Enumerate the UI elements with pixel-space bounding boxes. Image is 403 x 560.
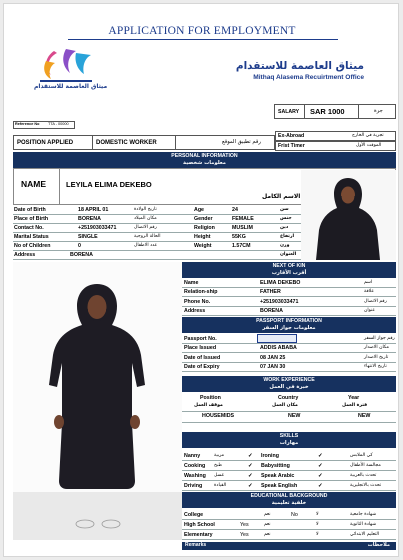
passport-no-highlight — [257, 334, 297, 343]
field-label-arabic: سن — [280, 207, 289, 212]
reference-value: TTA - 00000 — [48, 122, 69, 126]
education-label-arabic: شهادة الثانوية — [350, 522, 377, 527]
field-label-arabic: رقم الاتصال — [134, 225, 157, 230]
education-no-arabic: لا — [316, 522, 319, 527]
salary-label: SALARY — [278, 109, 300, 115]
field-label: Date of Birth — [14, 207, 46, 213]
skill-label: Speak English — [261, 483, 298, 489]
education-label: Elementary — [184, 532, 213, 538]
check-icon: ✓ — [318, 473, 323, 479]
full-body-image — [13, 262, 182, 540]
field-label: Religion — [194, 225, 215, 231]
field-value: MUSLIM — [232, 225, 253, 231]
page-title: APPLICATION FOR EMPLOYMENT — [108, 25, 296, 37]
field-label: No of Children — [14, 243, 51, 249]
next-of-kin-title-arabic: أقرب الأقارب — [271, 269, 307, 276]
first-timer-label: Frist Timer — [278, 143, 305, 149]
check-icon: ✓ — [248, 473, 253, 479]
field-label-arabic: وزن — [280, 243, 290, 248]
position-label: POSITION APPLIED — [17, 140, 74, 146]
education-label: High School — [184, 522, 215, 528]
info-value: 08 JAN 25 — [260, 354, 286, 361]
work-experience-title-arabic: خبرة في العمل — [269, 383, 309, 390]
company-name — [204, 60, 364, 81]
ex-abroad-arabic: تجربة في الخارج — [352, 133, 384, 138]
education-title: EDUCATIONAL BACKGROUND — [250, 493, 328, 499]
skill-label-arabic: مجالسة الأطفال — [350, 463, 381, 468]
next-of-kin-header — [182, 262, 396, 278]
skill-label: Nanny — [184, 453, 201, 459]
field-label-arabic: الحالة الزوجية — [134, 234, 161, 239]
skill-label: Speak Arabic — [261, 473, 295, 479]
education-title-arabic: خلفية تعليمية — [271, 499, 307, 506]
work-experience-title: WORK EXPERIENCE — [263, 377, 315, 383]
info-label: Date of Issued — [184, 354, 221, 361]
portrait-photo — [301, 170, 396, 260]
field-value: BORENA — [70, 252, 93, 258]
skill-label-arabic: القيادة — [214, 483, 227, 488]
skill-label-arabic: تحدث بالانجليزية — [350, 483, 382, 488]
remarks-bar — [182, 542, 396, 550]
education-label-arabic: التعليم الابتدائي — [350, 532, 380, 537]
ex-abroad-label: Ex-Abroad — [278, 133, 305, 139]
check-icon: ✓ — [248, 453, 253, 459]
reference-label: Reference No — [15, 122, 40, 126]
work-divider — [182, 411, 396, 412]
check-icon: ✓ — [318, 463, 323, 469]
field-label-arabic: تاريخ الولادة — [134, 207, 157, 212]
remarks-label-arabic: ملاحظات — [367, 542, 390, 548]
info-label: Place Issued — [184, 345, 217, 351]
education-yes-arabic: نعم — [264, 532, 271, 537]
work-cell: HOUSEMIDS — [202, 413, 235, 419]
info-label-arabic: رقم جواز السفر — [364, 335, 395, 341]
field-value: 24 — [232, 207, 238, 213]
field-label: Marital Status — [14, 234, 49, 240]
next-of-kin-title: NEXT OF KIN — [272, 263, 306, 269]
field-value: 1.57CM — [232, 243, 251, 249]
full-name: LEYILA ELIMA DEKEBO — [66, 180, 152, 189]
info-value: ELIMA DEKEBO — [260, 279, 301, 286]
salary-value: SAR 1000 — [310, 107, 345, 116]
education-header — [182, 492, 396, 508]
info-label-arabic: اسم — [364, 279, 373, 285]
education-yes: Yes — [240, 532, 249, 538]
skill-label: Babysitting — [261, 463, 290, 469]
education-yes-arabic: نعم — [264, 512, 271, 517]
full-body-photo — [13, 262, 182, 540]
field-label-arabic: دين — [280, 225, 289, 230]
company-logo — [26, 47, 106, 105]
position-value: DOMESTIC WORKER — [96, 140, 157, 146]
education-yes: Yes — [240, 522, 249, 528]
check-icon: ✓ — [318, 483, 323, 489]
work-column-header: Year — [348, 395, 360, 401]
remarks-label: Remarks — [185, 542, 207, 548]
field-label: Age — [194, 207, 205, 213]
info-label: Address — [184, 308, 206, 314]
info-label-arabic: علاقة — [364, 289, 375, 294]
field-label-arabic: مكان الميلاد — [134, 216, 157, 221]
check-icon: ✓ — [248, 463, 253, 469]
work-column-header-arabic: فترة العمل — [342, 403, 368, 408]
work-column-header: Country — [278, 395, 299, 401]
field-value: SINGLE — [78, 234, 98, 240]
personal-info-header — [13, 152, 396, 168]
education-yes-arabic: نعم — [264, 522, 271, 527]
skills-title-arabic: مهارات — [279, 439, 299, 446]
skill-label: Washing — [184, 473, 206, 479]
skill-label-arabic: مربية — [214, 453, 225, 458]
info-label: Name — [184, 279, 199, 286]
logo-text: ميثاق العاصمة للاستقدام — [34, 83, 108, 90]
field-label-arabic: جنس — [280, 216, 292, 221]
position-label-arabic: رقم تطبيق الموقع — [222, 139, 261, 145]
personal-info-title: PERSONAL INFORMATION — [171, 153, 238, 159]
field-value: +251903033471 — [78, 225, 117, 231]
field-value: 55KG — [232, 234, 246, 240]
field-label-arabic: عدد الاطفال — [134, 243, 158, 248]
name-label: NAME — [21, 179, 47, 189]
skill-label: Ironing — [261, 453, 279, 459]
field-label-arabic: العنوان — [280, 252, 297, 257]
skill-label-arabic: كي الملابس — [350, 453, 373, 458]
info-label-arabic: مكان الاصدار — [364, 345, 389, 350]
check-icon: ✓ — [248, 483, 253, 489]
field-value: BORENA — [78, 216, 101, 222]
field-label: Place of Birth — [14, 216, 49, 222]
logo-icon — [26, 47, 106, 105]
salary-label-arabic: جرة — [374, 108, 383, 114]
title-underline — [68, 39, 338, 40]
info-label: Phone No. — [184, 298, 211, 305]
skill-label-arabic: غسل — [214, 473, 224, 478]
field-value: 0 — [78, 243, 81, 249]
field-value: FEMALE — [232, 216, 254, 222]
info-label: Relation-ship — [184, 289, 218, 295]
company-name-english: Mithaq Alasema Recuirtment Office — [253, 74, 364, 81]
passport-header — [182, 317, 396, 333]
personal-info-title-arabic: معلومات شخصية — [183, 159, 226, 166]
field-label: Gender — [194, 216, 213, 222]
info-label: Passport No. — [184, 335, 217, 342]
info-label-arabic: عنوان — [364, 308, 376, 313]
field-label: Address — [14, 252, 36, 258]
education-label: College — [184, 512, 204, 518]
work-column-header: Position — [200, 395, 221, 401]
info-value: FATHER — [260, 289, 281, 295]
info-label-arabic: تاريخ الاصدار — [364, 354, 389, 360]
education-label-arabic: شهادة جامعية — [350, 512, 377, 517]
skills-title: SKILLS — [279, 433, 299, 439]
info-label: Date of Expiry — [184, 364, 220, 370]
check-icon: ✓ — [318, 453, 323, 459]
work-divider — [182, 422, 396, 423]
education-no: No — [291, 512, 298, 518]
skill-label-arabic: طبخ — [214, 463, 223, 468]
info-value: 07 JAN 30 — [260, 364, 286, 370]
work-cell: NEW — [288, 413, 301, 419]
field-label: Weight — [194, 243, 212, 249]
field-label: Contact No. — [14, 225, 44, 231]
passport-title: PASSPORT INFORMATION — [256, 318, 322, 324]
passport-title-arabic: معلومات جواز السفر — [262, 324, 316, 331]
info-label-arabic: تاريخ الانتهاء — [364, 364, 387, 369]
education-no-arabic: لا — [316, 512, 319, 517]
skill-label: Driving — [184, 483, 203, 489]
field-value: 18 APRIL 01 — [78, 207, 109, 213]
info-value: BORENA — [260, 308, 283, 314]
skills-header — [182, 432, 396, 448]
company-name-arabic: ميثاق العاصمة للاستقدام — [235, 60, 364, 72]
info-value: ADDIS ABABA — [260, 345, 297, 351]
work-experience-header — [182, 376, 396, 392]
first-timer-arabic: الموقت الأول — [356, 143, 382, 148]
skill-label-arabic: تحدث بالعربية — [350, 473, 377, 478]
application-page — [3, 3, 399, 557]
skill-label: Cooking — [184, 463, 206, 469]
name-label-arabic: الاسم الكامل — [262, 193, 301, 200]
work-column-header-arabic: موقف العمل — [194, 403, 223, 408]
education-no-arabic: لا — [316, 532, 319, 537]
info-label-arabic: رقم الاتصال — [364, 298, 387, 304]
field-label: Height — [194, 234, 211, 240]
work-column-header-arabic: مكان العمل — [272, 403, 298, 408]
field-label-arabic: ارتفاع — [280, 234, 295, 239]
work-cell: NEW — [358, 413, 371, 419]
info-value: +251903033471 — [260, 298, 299, 305]
portrait-image — [301, 170, 396, 260]
